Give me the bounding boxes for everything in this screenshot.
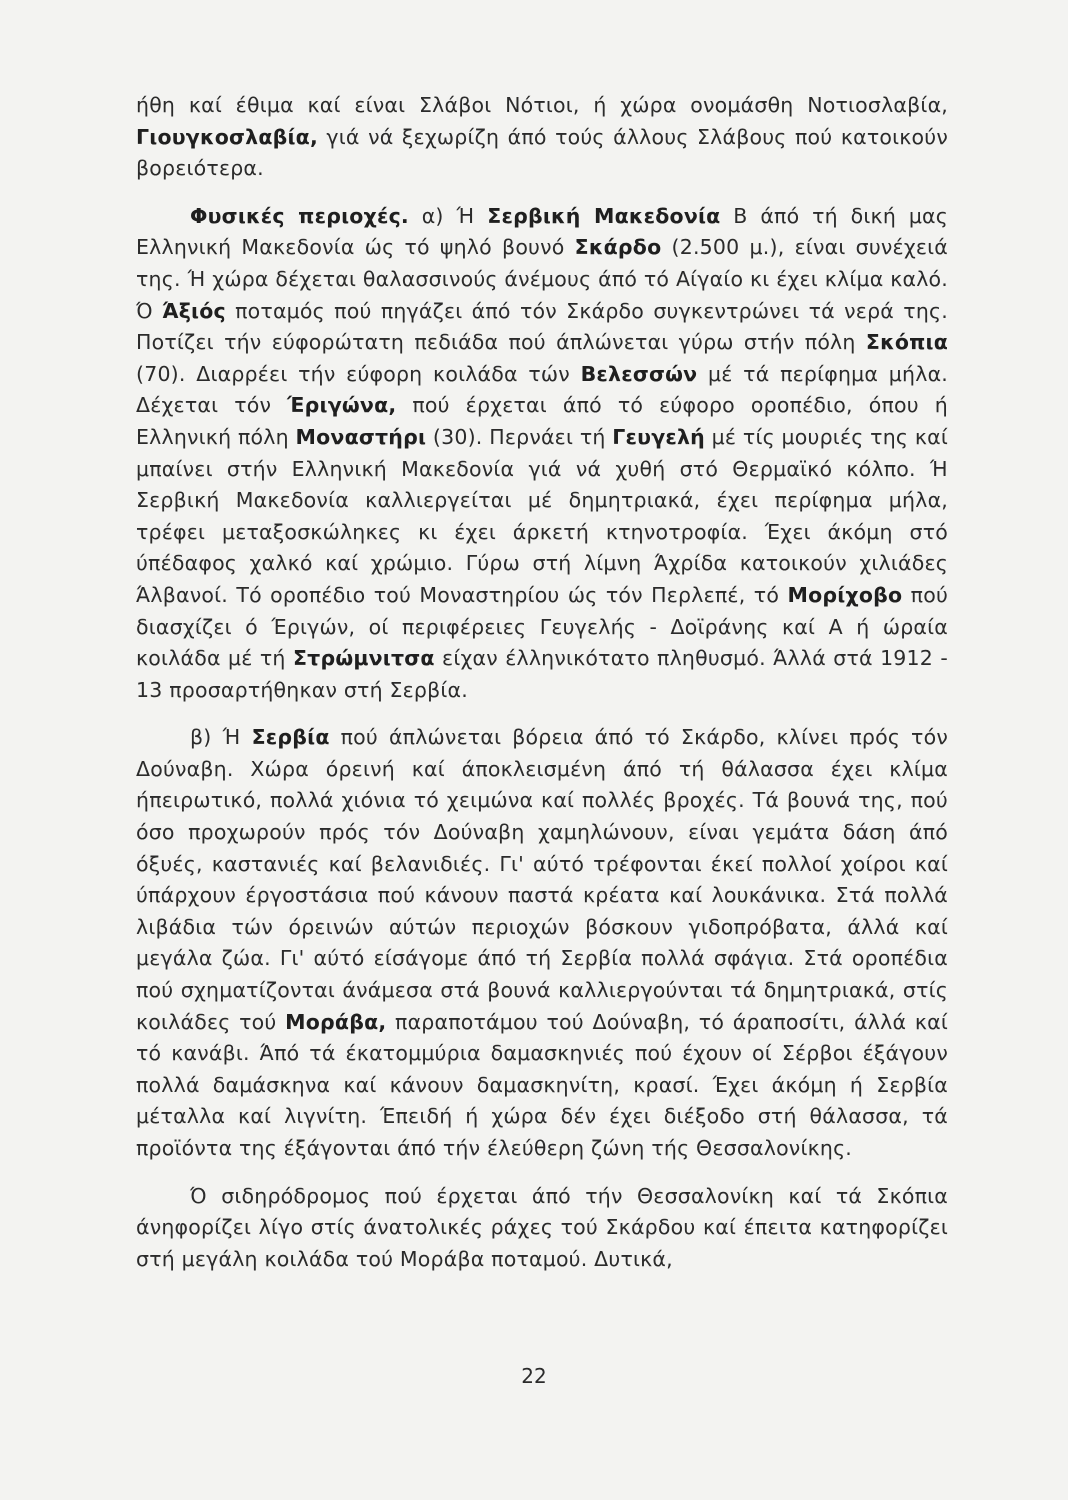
paragraph-2 [136,201,948,707]
text-run: (30). Περνάει τή [426,424,613,449]
text-run: (70). Διαρρέει τήν εύφορη κοιλάδα τών [136,361,581,386]
bold-term: Βελεσσών [580,361,698,386]
text-run: είχαν έλληνικότατο πληθυσμό. Άλλά στά 1912 - 13 προσαρτήθηκαν στή Σερβία. [136,646,948,702]
page-number: 22 [521,1364,547,1388]
paragraph-3 [136,722,948,1164]
bold-term: Σκάρδο [574,235,662,260]
bold-term: Μοράβα, [285,1009,387,1034]
text-run: μέ τά περίφημα μήλα. Δέχεται τόν [136,361,948,418]
bold-term: Άξιός [162,298,226,323]
text-run: β) Ή [190,725,252,750]
text-run: πού άπλώνεται βόρεια άπό τό Σκάρδο, κλίνει πρός τόν Δούναβη. Χώρα όρεινή καί άποκλεισμένη άπό τή θάλασσα έχει κλίμα ήπειρωτικό, πολλά χιόνια τό χειμώνα καί πολλές βροχές. Τά βουνά της, πού όσο προχωρούν πρός τόν Δούναβη χαμηλώνουν, είναι γεμάτα δάση άπό όξυές, καστανιές καί βελανιδιές. Γι' αύτό τρέφονται έκεί πολλοί χοίροι καί ύπάρχουν έργοστάσια πού κάνουν παστά κρέατα καί λουκάνικα. Στά πολλά λιβάδια τών όρεινών αύτών περιοχών βόσκουν γιδοπρόβατα, άλλά καί μεγάλα ζώα. Γι' αύτό είσάγομε άπό τή Σερβία πολλά σφάγια. Στά οροπέδια πού σχηματίζονται άνάμεσα στά βουνά καλλιεργούνται τά δημητριακά, στίς κοιλάδες τού [136,725,948,1034]
bold-term: Σκόπια [865,330,948,355]
text-run: ποταμός πού πηγάζει άπό τόν Σκάρδο συγκεντρώνει τά νερά της. Ποτίζει τήν εύφορώτατη πεδιάδα πού άπλώνεται γύρω στήν πόλη [136,298,948,355]
bold-term: Γευγελή [612,424,705,449]
bold-term: Στρώμνιτσα [292,646,435,671]
text-run: α) Ή [408,203,488,228]
text-run: (2.500 μ.), είναι συνέχειά της. Ή χώρα δέχεται θαλασσινούς άνέμους άπό τό Αίγαίο κι έχει κλίμα καλό. Ό [136,235,949,323]
bold-term: Σερβική Μακεδονία [487,203,721,228]
bold-term: Μοναστήρι [295,424,427,449]
text-run: ήθη καί έθιμα καί είναι Σλάβοι Νότιοι, ή χώρα ονομάσθη Νοτιοσλαβία, [136,93,948,117]
text-run: μέ τίς μουριές της καί μπαίνει στήν Ελληνική Μακεδονία γιά νά χυθή στό Θερμαϊκό κόλπο. Ή Σερβική Μακεδονία καλλιεργείται μέ δημητριακά, έχει περίφημα μήλα, τρέφει μεταξοσκώληκες κι έχει άρκετή κτηνοτροφία. Έχει άκόμη στό ύπέδαφος χαλκό καί χρώμιο. Γύρω στή λίμνη Άχρίδα κατοικούν χιλιάδες Άλβανοί. Τό οροπέδιο τού Μοναστηρίου ώς τόν Περλεπέ, τό [136,424,948,607]
bold-term: Μορίχοβο [787,582,903,607]
text-run: Ό σιδηρόδρομος πού έρχεται άπό τήν Θεσσαλονίκη καί τά Σκόπια άνηφορίζει λίγο στίς άνατολικές ράχες τού Σκάρδου καί έπειτα κατηφορίζει στή μεγάλη κοιλάδα τού Μοράβα ποταμού. Δυτικά, [136,1183,948,1271]
paragraph-1 [136,90,948,185]
text-run: Β άπό τή δική μας Ελληνική Μακεδονία ώς τό ψηλό βουνό [136,203,949,260]
bold-term: Σερβία [251,725,330,750]
text-run: παραποτάμου τού Δούναβη, τό άραποσίτι, άλλά καί τό κανάβι. Άπό τά έκατομμύρια δαμασκηνιές πού έχουν οί Σέρβοι έξάγουν πολλά δαμάσκηνα καί κάνουν δαμασκηνίτη, κρασί. Έχει άκόμη ή Σερβία μέταλλα καί λιγνίτη. Έπειδή ή χώρα δέν έχει διέξοδο στή θάλασσα, τά προϊόντα της έξάγονται άπό τήν έλεύθερη ζώνη τής Θεσσαλονίκης. [136,1009,948,1160]
body-text [136,90,948,1275]
bold-term: Έριγώνα, [287,393,397,418]
bold-term: Γιουγκοσλαβία, [136,124,318,149]
text-run: πού διασχίζει ό Έριγών, οί περιφέρειες Γευγελής - Δοϊράνης καί Α ή ώραία κοιλάδα μέ τή [136,582,949,671]
text-run: πού έρχεται άπό τό εύφορο οροπέδιο, όπου ή Ελληνική πόλη [136,393,949,449]
section-heading: Φυσικές περιοχές. [190,203,409,228]
text-run: γιά νά ξεχωρίζη άπό τούς άλλους Σλάβους πού κατοικούν βορειότερα. [136,124,948,181]
paragraph-4 [136,1181,948,1276]
